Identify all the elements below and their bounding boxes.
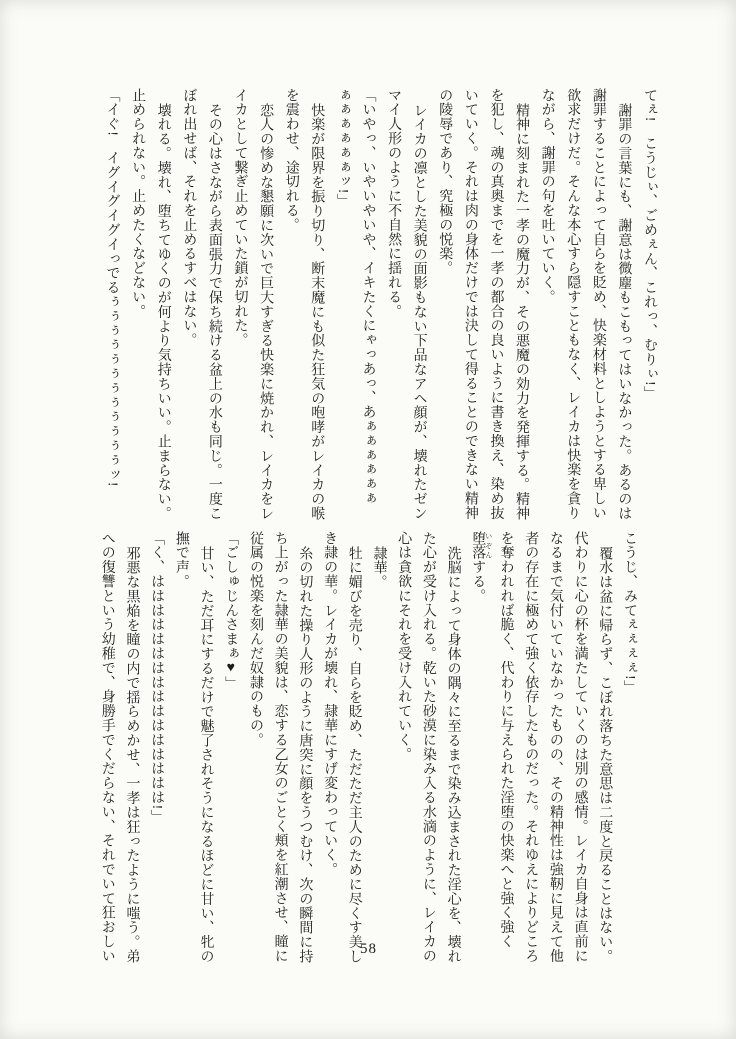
text-column: 「いやっ、いやいやいや、イキたくにゃっあっ、あぁぁぁぁぁぁ [360, 88, 376, 506]
text-column: き隷の華。レイカが壊れ、隷華にすげ変わっていく。 [322, 531, 338, 877]
text-column: 撫で声。 [173, 531, 189, 589]
text-column: 壊れる。壊れ、堕ちてゆくのが何より気持ちいい。止まらない。 [155, 102, 171, 521]
text-column: 者の存在に極めて強く依存したものだった。それゆえによりどころ [523, 531, 539, 963]
text-column: 邪悪な黒焔を瞳の内で揺らめかせ、一孝は狂ったように嗤う。弟 [124, 545, 140, 964]
text-column: ぼれ出せば、それを止めるすべはない。 [181, 88, 197, 348]
text-column: を奪われれば脆く、代わりに与えられた淫堕の快楽へと強く強く [498, 531, 514, 949]
text-column: ち上がった隷華の美貌は、恋する乙女のごとく頬を紅潮させ、瞳に [272, 531, 288, 963]
text-column: 糸の切れた操り人形のように唐突に顔をうつむけ、次の瞬間に持 [297, 545, 313, 964]
text-column: 代わりに心の杯を満たしていくのは別の感情。レイカ自身は直前に [572, 531, 588, 963]
text-column: 隷華。 [371, 545, 387, 589]
text-column: 恋人の惨めな懇願に次いで巨大すぎる快楽に焼かれ、レイカをレ [258, 102, 274, 521]
text-column: こうじ、みてぇぇぇぇ!」 [622, 531, 637, 695]
text-column: 謝罪することによって自らを貶め、快楽材料としようとする卑しい [590, 88, 606, 520]
top-text-block [99, 88, 662, 532]
text-column: 快楽が限界を振り切り、断末魔にも似た狂気の咆哮がレイカの喉 [309, 102, 325, 521]
text-column: その心はさながら表面張力で保ち続ける盆上の水も同じ。一度こ [206, 102, 222, 521]
text-column: マイ人形のように不自然に揺れる。 [386, 88, 402, 319]
text-column: 従属の悦楽を刻んだ奴隷のもの。 [247, 531, 263, 747]
text-column: 甘い、ただ耳にするだけで魅了されそうになるほどに甘い、牝の [198, 545, 214, 964]
text-column: の陵辱であり、究極の悦楽。 [437, 88, 453, 276]
text-column: なるまで気付いていなかったものの、その精神性は強靭に見えて他 [547, 531, 563, 963]
text-column: への復讐という幼稚で、身勝手でくだらない、それでいて狂おしい [99, 531, 115, 963]
text-column: 堕落 いぞんする。 [470, 531, 493, 604]
text-column: てぇ! こうじぃ、ごめぇん、これっ、むりぃ!」 [642, 88, 657, 401]
text-column: を震わせ、途切れる。 [283, 88, 299, 232]
text-column: ながら、謝罪の句を吐いていく。 [539, 88, 555, 304]
text-column: 精神に刻まれた一孝の魔力が、その悪魔の効力を発揮する。精神 [514, 102, 530, 521]
text-column: レイカの凛とした美貌の面影もない下品なアヘ顔が、壊れたゼン [411, 102, 427, 521]
text-column: 牡に媚びを売り、自らを貶め、ただただ主人のために尽くす美し [346, 545, 362, 964]
text-column: 覆水は盆に帰らず、こぼれ落ちた意思は二度と戻ることはない。 [597, 545, 613, 964]
text-column: 「ごしゅじんさまぁ♥」 [223, 531, 239, 691]
text-column: ぁぁぁぁぁぁッ!」 [334, 88, 350, 209]
text-column: た心が受け入れる。乾いた砂漠に染み入る水滴のように、レイカの [420, 531, 436, 963]
text-column: 洗脳によって身体の隅々に至るまで染み込まされた淫心を、壊れ [445, 545, 461, 964]
text-column: 「く、はははははははははははははははは!」 [149, 531, 165, 825]
text-column: 謝罪の言葉にも、謝意は微塵もこもってはいなかった。あるのは [616, 102, 632, 521]
text-column: 欲求だけだ。そんな本心すら隠すこともなく、レイカは快楽を貪り [565, 88, 581, 520]
bottom-text-block [94, 531, 641, 969]
text-column: を犯し、魂の真奥までを一孝の都合の良いように書き換え、染め抜 [488, 88, 504, 520]
page-number: 58 [360, 941, 377, 957]
text-column: いていく。それは肉の身体だけでは決して得ることのできない精神 [462, 88, 478, 520]
text-column: イカとして繋ぎ止めていた鎖が切れた。 [232, 88, 248, 348]
text-column: 「イぐ! イグイグイグイっでるぅぅぅぅぅぅぅぅぅぅぅぅッ! [104, 88, 120, 487]
text-column: 止められない。止めたくなどない。 [130, 88, 146, 319]
text-column: 心は貪欲にそれを受け入れていく。 [396, 531, 412, 762]
